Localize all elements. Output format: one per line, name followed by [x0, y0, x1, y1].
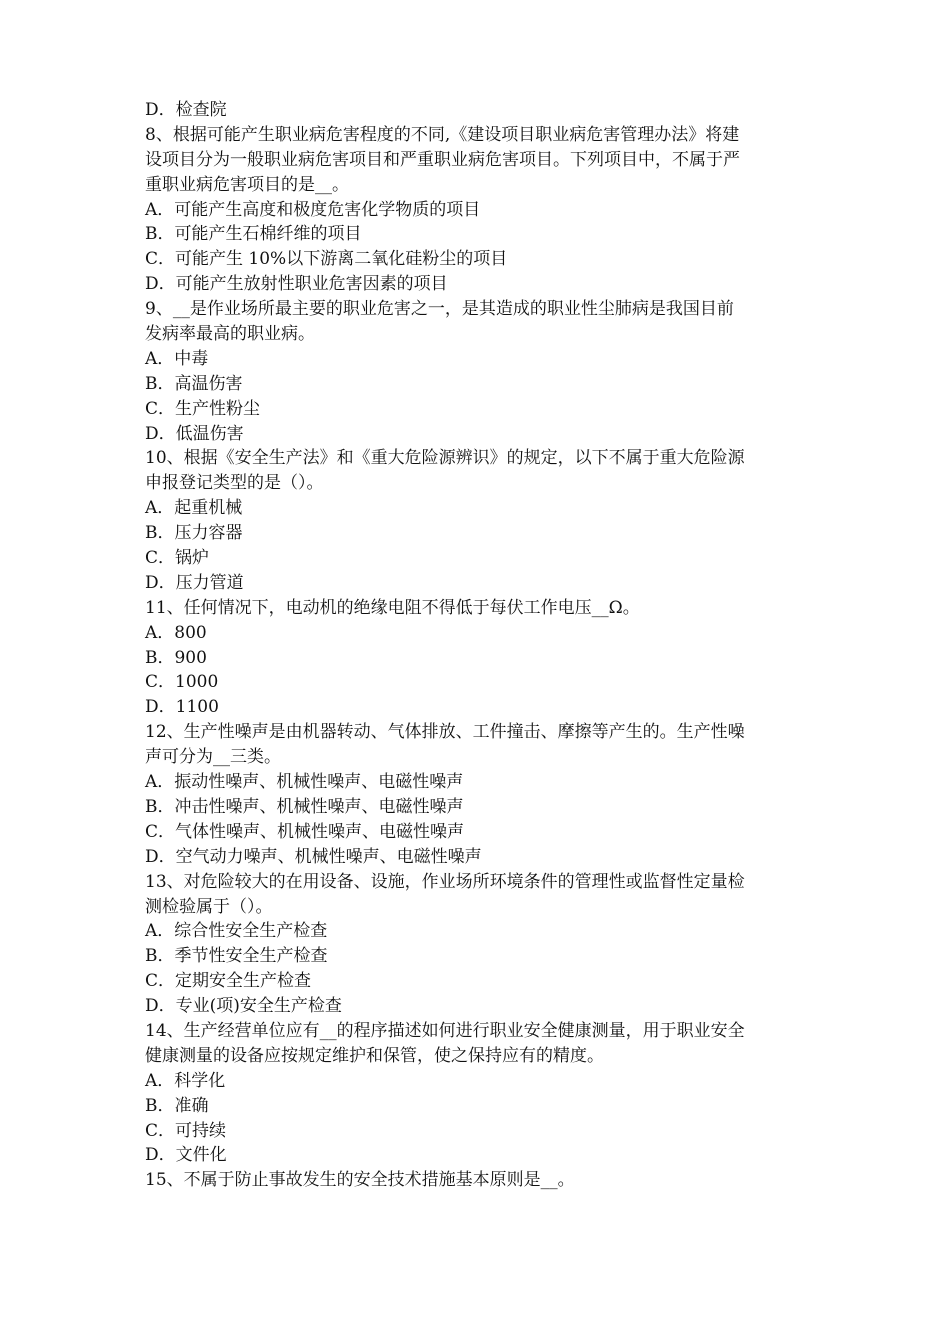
- option-line: A．综合性安全生产检查: [145, 921, 328, 942]
- option-line: B．准确: [145, 1095, 209, 1116]
- option-line: D．1100: [145, 697, 219, 718]
- question-14-line-2: 健康测量的设备应按规定维护和保管，使之保持应有的精度。: [145, 1045, 604, 1066]
- question-12-line-2: 声可分为__三类。: [145, 747, 281, 768]
- question-10-line-2: 申报登记类型的是（）。: [145, 473, 324, 494]
- option-line: D．低温伤害: [145, 423, 244, 444]
- option-line: D．文件化: [145, 1145, 227, 1166]
- option-line: A．可能产生高度和极度危害化学物质的项目: [145, 199, 481, 220]
- option-line: B．季节性安全生产检查: [145, 946, 328, 967]
- question-8-line-3: 重职业病危害项目的是__。: [145, 174, 349, 195]
- option-line: A．振动性噪声、机械性噪声、电磁性噪声: [145, 772, 464, 793]
- option-line: C．可持续: [145, 1120, 227, 1141]
- question-11-line-1: 11、任何情况下，电动机的绝缘电阻不得低于每伏工作电压__Ω。: [145, 597, 640, 618]
- question-10-line-1: 10、根据《安全生产法》和《重大危险源辨识》的规定，以下不属于重大危险源: [145, 448, 745, 469]
- option-line: A．科学化: [145, 1070, 226, 1091]
- question-13-line-2: 测检验属于（）。: [145, 896, 273, 917]
- document-page: [145, 98, 825, 1193]
- option-line: B．冲击性噪声、机械性噪声、电磁性噪声: [145, 796, 464, 817]
- question-8-line-1: 8、根据可能产生职业病危害程度的不同,《建设项目职业病危害管理办法》将建: [145, 124, 740, 145]
- question-9-line-1: 9、__是作业场所最主要的职业危害之一，是其造成的职业性尘肺病是我国目前: [145, 299, 734, 320]
- option-line: B．高温伤害: [145, 373, 243, 394]
- question-12-line-1: 12、生产性噪声是由机器转动、气体排放、工件撞击、摩擦等产生的。生产性噪: [145, 722, 745, 743]
- option-line: C．生产性粉尘: [145, 398, 261, 419]
- option-line: C．可能产生 10%以下游离二氧化硅粉尘的项目: [145, 249, 508, 270]
- option-line: A．起重机械: [145, 498, 243, 519]
- question-9-line-2: 发病率最高的职业病。: [145, 324, 315, 345]
- question-14-line-1: 14、生产经营单位应有__的程序描述如何进行职业安全健康测量，用于职业安全: [145, 1020, 745, 1041]
- option-line: D．可能产生放射性职业危害因素的项目: [145, 274, 448, 295]
- question-8-line-2: 设项目分为一般职业病危害项目和严重职业病危害项目。下列项目中，不属于严: [145, 149, 740, 170]
- option-line: B．压力容器: [145, 523, 243, 544]
- option-line: D．空气动力噪声、机械性噪声、电磁性噪声: [145, 846, 482, 867]
- option-line: D．压力管道: [145, 572, 244, 593]
- option-line: A．800: [145, 622, 207, 643]
- option-line: C．锅炉: [145, 548, 210, 569]
- option-line: C．1000: [145, 672, 219, 693]
- option-line: D．检查院: [145, 100, 227, 120]
- question-15-line-1: 15、不属于防止事故发生的安全技术措施基本原则是__。: [145, 1170, 575, 1191]
- option-line: D．专业(项)安全生产检查: [145, 996, 342, 1017]
- option-line: C．气体性噪声、机械性噪声、电磁性噪声: [145, 821, 465, 842]
- option-line: C．定期安全生产检查: [145, 971, 312, 992]
- question-13-line-1: 13、对危险较大的在用设备、设施，作业场所环境条件的管理性或监督性定量检: [145, 871, 745, 892]
- option-line: B．可能产生石棉纤维的项目: [145, 224, 362, 245]
- option-line: A．中毒: [145, 348, 209, 369]
- option-line: B．900: [145, 647, 207, 668]
